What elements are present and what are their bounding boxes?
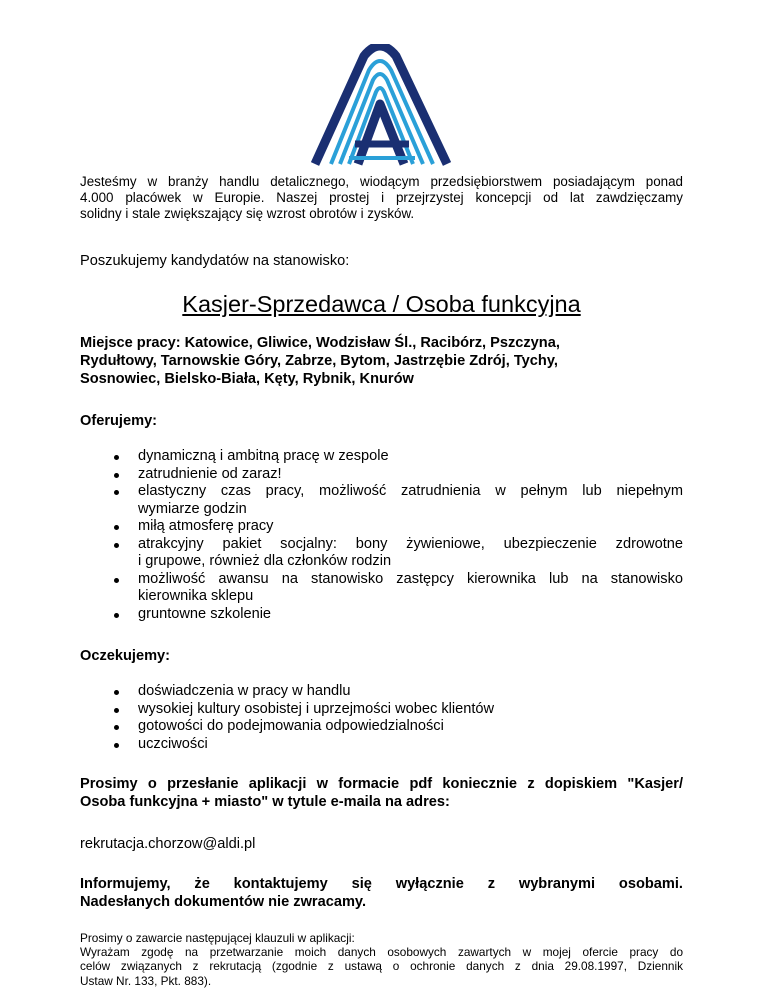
document-body: [80, 174, 683, 988]
recruitment-email[interactable]: rekrutacja.chorzow@aldi.pl: [80, 836, 256, 852]
bullet-icon: [114, 578, 119, 583]
application-instructions: Prosimy o przesłanie aplikacji w formacie pdf koniecznie z dopiskiem "Kasjer/ Osoba funkcyjna + miasto" w tytule e-maila na adres:: [80, 776, 683, 810]
job-title: Kasjer-Sprzedawca / Osoba funkcyjna: [182, 291, 581, 317]
bullet-icon: [114, 490, 119, 495]
bullet-icon: [114, 455, 119, 460]
workplace-line: Sosnowiec, Bielsko-Biała, Kęty, Rybnik, Knurów: [80, 371, 414, 387]
list-item: miłą atmosferę pracy: [80, 518, 683, 536]
list-item: zatrudnienie od zaraz!: [80, 466, 683, 484]
offer-list: [80, 448, 683, 623]
company-intro: [80, 174, 683, 222]
aldi-logo-mark: [309, 44, 451, 168]
bullet-icon: [114, 725, 119, 730]
workplace-list: [80, 334, 683, 388]
intro-line: 4.000 placówek w Europie. Naszej prostej i przejrzystej koncepcji od lat zawdzięczamy: [80, 190, 683, 205]
bullet-icon: [114, 525, 119, 530]
expect-list: [80, 683, 683, 753]
contact-notice: Informujemy, że kontaktujemy się wyłącznie z wybranymi osobami. Nadesłanych dokumentów nie zwracamy.: [80, 876, 683, 910]
bullet-icon: [114, 708, 119, 713]
bullet-icon: [114, 473, 119, 478]
bullet-icon: [114, 743, 119, 748]
list-item: możliwość awansu na stanowisko zastępcy kierownika lub na stanowisko kierownika sklepu: [80, 571, 683, 606]
list-item: atrakcyjny pakiet socjalny: bony żywieniowe, ubezpieczenie zdrowotne i grupowe, również dla członków rodzin: [80, 536, 683, 571]
list-item: gotowości do podejmowania odpowiedzialności: [80, 718, 683, 736]
intro-line: Jesteśmy w branży handlu detalicznego, wiodącym przedsiębiorstwem posiadającym ponad: [80, 174, 683, 189]
seeking-text: Poszukujemy kandydatów na stanowisko:: [80, 253, 350, 269]
offer-heading: Oferujemy:: [80, 413, 158, 429]
bullet-icon: [114, 613, 119, 618]
clause-intro: Prosimy o zawarcie następującej klauzuli w aplikacji:: [80, 931, 355, 945]
list-item: wysokiej kultury osobistej i uprzejmości wobec klientów: [80, 701, 683, 719]
list-item: doświadczenia w pracy w handlu: [80, 683, 683, 701]
list-item: gruntowne szkolenie: [80, 606, 683, 624]
aldi-logo: [309, 44, 451, 168]
workplace-line: Miejsce pracy: Katowice, Gliwice, Wodzisław Śl., Racibórz, Pszczyna,: [80, 335, 560, 351]
expect-heading: Oczekujemy:: [80, 648, 171, 664]
list-item: dynamiczną i ambitną pracę w zespole: [80, 448, 683, 466]
consent-clause: Prosimy o zawarcie następującej klauzuli w aplikacji: Wyrażam zgodę na przetwarzanie moich danych osobowych zawartych w mojej ofercie pracy do celów związanych z rekrutacją (zgodnie z ustawą o ochronie danych z dnia 29.08.1997, Dziennik Ustaw Nr. 133, Pkt. 883).: [80, 931, 683, 988]
intro-line: solidny i stale zwiększający się wzrost obrotów i zysków.: [80, 206, 415, 221]
bullet-icon: [114, 690, 119, 695]
list-item: uczciwości: [80, 736, 683, 754]
bullet-icon: [114, 543, 119, 548]
list-item: elastyczny czas pracy, możliwość zatrudnienia w pełnym lub niepełnym wymiarze godzin: [80, 483, 683, 518]
workplace-line: Rydułtowy, Tarnowskie Góry, Zabrze, Bytom, Jastrzębie Zdrój, Tychy,: [80, 353, 558, 369]
